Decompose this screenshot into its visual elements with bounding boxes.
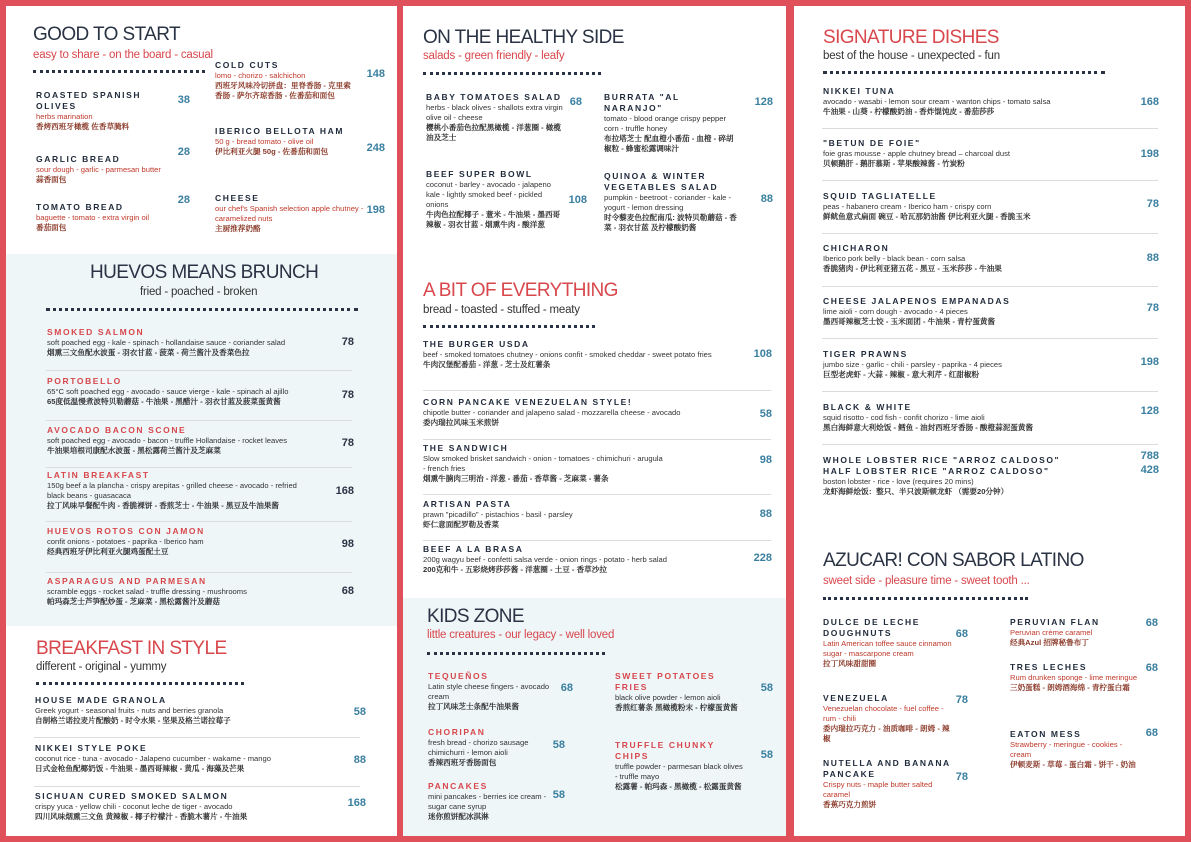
menu-item-chicharon: CHICHARON Iberico pork belly - black bean - corn salsa 香脆猪肉 - 伊比利亚猪五花 - 黑豆 - 玉米莎莎 - 牛油果 — [823, 243, 1002, 273]
menu-item-corn-pancake: CORN PANCAKE VENEZUELAN STYLE! chipotle butter - coriander and jalapeno salad - mozzarella cheese - avocado 委内瑞拉风味玉米煎饼 — [423, 397, 681, 427]
menu-item-lobster-rice: WHOLE LOBSTER RICE "ARROZ CALDOSO" HALF LOBSTER RICE "ARROZ CALDOSO" boston lobster - rice - love (requires 20 mins) 龙虾海鲜烩饭：整只、半只波斯顿龙虾 （需要20分钟） — [823, 455, 1061, 496]
price: 68 — [1145, 617, 1158, 629]
dotted-divider — [423, 72, 601, 75]
huevos-title: HUEVOS MEANS BRUNCH — [90, 262, 319, 283]
everything-subtitle: bread - toasted - stuffed - meaty — [423, 304, 580, 316]
menu-item-avocado-bacon-scone: AVOCADO BACON SCONE soft poached egg - avocado - bacon - truffle Hollandaise - rocket leaves 牛油果培根司康配水波蛋 - 黑松露荷兰酱汁及芝麻菜 — [47, 425, 288, 455]
price: 168 — [335, 485, 354, 497]
dotted-divider — [823, 71, 1105, 74]
menu-item-sandwich: THE SANDWICH Slow smoked brisket sandwich - onion - tomatoes - chimichuri - arugula - french fries 烟熏牛腩肉三明治 - 洋葱 - 番茄 - 香草酱 - 芝麻菜 - 薯条 — [423, 443, 663, 483]
signature-subtitle: best of the house - unexpected - fun — [823, 50, 1000, 62]
price: 168 — [347, 797, 366, 809]
dotted-divider — [33, 70, 205, 73]
menu-item-latin-breakfast: LATIN BREAKFAST 150g beef a la plancha - crispy arepitas - grilled cheese - avocado - refried black beans - guasacaca 拉丁风味早餐配牛肉 - 香脆裸饼 - 香煎芝士 - 牛油果 - 黑豆及牛油果酱 — [47, 470, 297, 510]
price: 58 — [759, 408, 772, 420]
price: 228 — [753, 552, 772, 564]
price: 68 — [1145, 727, 1158, 739]
price: 68 — [341, 585, 354, 597]
menu-item-empanadas: CHEESE JALAPENOS EMPANADAS lime aioli - corn dough - avocado - 4 pieces 墨西哥辣椒芝士饺 - 玉米面团 - 牛油果 - 青柠蛋黄酱 — [823, 296, 1011, 326]
good-to-start-title: GOOD TO START — [33, 24, 181, 45]
menu-item-black-white: BLACK & WHITE squid risotto - cod fish - confit chorizo - lime aioli 黑白海鲜意大利烩饭 - 鳕鱼 - 油封西班牙香肠 - 酸橙蒜泥蛋黄酱 — [823, 402, 1034, 432]
menu-item-burger: THE BURGER USDA beef - smoked tomatoes chutney - onions confit - smoked cheddar - sweet potato fries 牛肉汉堡配番茄 - 洋葱 - 芝士及红薯条 — [423, 339, 712, 369]
price: 198 — [1140, 148, 1159, 160]
menu-item-beef-brasa: BEEF A LA BRASA 200g wagyu beef - confetti salsa verde - onion rings - potato - herb salad 200克和牛 - 五彩烧烤莎莎酱 - 洋葱圈 - 土豆 - 香草沙拉 — [423, 544, 667, 574]
price: 88 — [1146, 252, 1159, 264]
huevos-subtitle: fried - poached - broken — [140, 286, 258, 298]
good-to-start-subtitle: easy to share - on the board - casual — [33, 49, 213, 61]
menu-item-asparagus: ASPARAGUS AND PARMESAN scramble eggs - rocket salad - truffle dressing - mushrooms 帕玛森芝士芦笋配炒蛋 - 芝麻菜 - 黑松露酱汁及蘑菇 — [47, 576, 247, 606]
price: 88 — [759, 508, 772, 520]
dotted-divider — [823, 597, 1028, 600]
menu-item-burrata: BURRATA "AL NARANJO" tomato - blood orange crispy pepper corn - truffle honey 布拉塔芝士 配血橙小番茄 - 血橙 - 碎胡椒粒 - 蜂蜜松露调味汁 — [604, 92, 734, 153]
breakfast-title: BREAKFAST IN STYLE — [36, 638, 227, 659]
everything-title: A BIT OF EVERYTHING — [423, 280, 618, 301]
kids-title: KIDS ZONE — [427, 606, 525, 627]
menu-item-nutella-pancake: NUTELLA AND BANANA PANCAKE Crispy nuts - maple butter salted caramel 香蕉巧克力煎饼 — [823, 758, 951, 809]
healthy-title: ON THE HEALTHY SIDE — [423, 27, 624, 48]
price-half: 428 — [1140, 464, 1159, 476]
price: 58 — [552, 789, 565, 801]
menu-item-tiger-prawns: TIGER PRAWNS jumbo size - garlic - chili - parsley - paprika - 4 pieces 巨型老虎虾 - 大蒜 - 辣椒 - 意大利芹 - 红甜椒粉 — [823, 349, 1002, 379]
menu-item-choripan: CHORIPAN fresh bread - chorizo sausage chimichurri - lemon aioli 香辣西班牙香肠面包 — [428, 727, 529, 767]
menu-item-sichuan-salmon: SICHUAN CURED SMOKED SALMON crispy yuca - yellow chili - coconut leche de tiger - avocado 四川风味烟熏三文鱼 黄辣椒 - 椰子柠檬汁 - 香脆木薯片 - 牛油果 — [35, 791, 248, 821]
menu-item-tomato-bread: TOMATO BREAD baguette - tomato - extra virgin oil 番茄面包 — [36, 202, 150, 232]
price: 78 — [955, 771, 968, 783]
price: 128 — [1140, 405, 1159, 417]
price: 78 — [341, 437, 354, 449]
menu-item-eaton-mess: EATON MESS Strawberry - meringue - cookies - cream 伊顿麦斯 - 草莓 - 蛋白霜 - 饼干 - 奶油 — [1010, 729, 1136, 769]
menu-item-tres-leches: TRES LECHES Rum drunken sponge - lime meringue 三奶蛋糕 - 朗姆酒海绵 - 青柠蛋白霜 — [1010, 662, 1138, 692]
menu-item-iberico-ham: IBERICO BELLOTA HAM 50 g - bread tomato - olive oil 伊比利亚火腿 50g - 佐番茄和面包 — [215, 126, 345, 156]
price: 78 — [1146, 302, 1159, 314]
price-whole: 788 — [1140, 450, 1159, 462]
menu-item-tequenos: TEQUEÑOS Latin style cheese fingers - avocado cream 拉丁风味芝士条配牛油果酱 — [428, 671, 550, 711]
menu-item-truffle-chips: TRUFFLE CHUNKY CHIPS truffle powder - parmesan black olives - truffle mayo 松露薯 - 帕玛森 - 黑橄榄 - 松露蛋黄酱 — [615, 740, 743, 791]
price: 78 — [341, 336, 354, 348]
menu-item-garlic-bread: GARLIC BREAD sour dough - garlic - parmesan butter 蒜香面包 — [36, 154, 161, 184]
menu-item-huevos-rotos: HUEVOS ROTOS CON JAMON confit onions - potatoes - paprika - Iberico ham 经典西班牙伊比利亚火腿鸡蛋配土豆 — [47, 526, 205, 556]
menu-item-nikkei-tuna: NIKKEI TUNA avocado - wasabi - lemon sour cream - wanton chips - tomato salsa 牛油果 - 山葵 - 柠檬酸奶油 - 香炸馄饨皮 - 番茄莎莎 — [823, 86, 1051, 116]
azucar-subtitle: sweet side - pleasure time - sweet tooth ... — [823, 575, 1030, 587]
price: 98 — [759, 454, 772, 466]
price: 88 — [760, 193, 773, 205]
price: 58 — [552, 739, 565, 751]
price: 58 — [760, 682, 773, 694]
menu-item-betun-de-foie: "BETUN DE FOIE" foie gras mousse - apple chutney bread – charcoal dust 贝顿鹅肝 - 鹅肝慕斯 - 苹果酸辣酱 - 竹炭粉 — [823, 138, 1010, 168]
price: 68 — [560, 682, 573, 694]
signature-title: SIGNATURE DISHES — [823, 27, 999, 48]
price: 28 — [177, 194, 190, 206]
price: 98 — [341, 538, 354, 550]
kids-subtitle: little creatures - our legacy - well loved — [427, 629, 615, 641]
menu-panel-left — [6, 6, 397, 836]
price: 168 — [1140, 96, 1159, 108]
price: 148 — [366, 68, 385, 80]
menu-panel-middle — [403, 6, 786, 836]
price: 78 — [341, 389, 354, 401]
menu-item-peruvian-flan: PERUVIAN FLAN Peruvian crème caramel 经典Azul 招牌秘鲁布丁 — [1010, 617, 1100, 647]
price: 128 — [754, 96, 773, 108]
price: 68 — [1145, 662, 1158, 674]
price: 198 — [366, 204, 385, 216]
menu-item-baby-tomatoes: BABY TOMATOES SALAD herbs - black olives - shallots extra virgin olive oil - cheese 樱桃小番茄色拉配黑橄榄 - 洋葱圈 - 橄榄油及芝士 — [426, 92, 563, 142]
menu-item-portobello: PORTOBELLO 65°C soft poached egg - avocado - sauce vierge - kale - spinach al ajillo 65度低温慢煮波特贝勒蘑菇 - 牛油果 - 黑醋汁 - 羽衣甘蓝及菠菜蛋黄酱 — [47, 376, 289, 406]
menu-item-artisan-pasta: ARTISAN PASTA prawn "picadillo" - pistachios - basil - parsley 虾仁意面配罗勒及香菜 — [423, 499, 573, 529]
price: 28 — [177, 146, 190, 158]
dotted-divider — [423, 325, 595, 328]
menu-item-quinoa: QUINOA & WINTER VEGETABLES SALAD pumpkin - beetroot - coriander - kale - yogurt - lemon dressing 时令藜麦色拉配南瓜: 波特贝勒蘑菇 - 香菜 - 羽衣甘蓝 及柠檬酸奶酱 — [604, 171, 737, 232]
price: 248 — [366, 142, 385, 154]
price: 108 — [568, 194, 587, 206]
price: 38 — [177, 94, 190, 106]
menu-item-doughnuts: DULCE DE LECHE DOUGHNUTS Latin American toffee sauce cinnamon sugar - mascarpone cream 拉丁风味甜甜圈 — [823, 617, 952, 668]
menu-item-smoked-salmon: SMOKED SALMON soft poached egg - kale - spinach - hollandaise sauce - coriander salad 烟熏三文鱼配水波蛋 - 羽衣甘蓝 - 菠菜 - 荷兰酱汁及香菜色拉 — [47, 327, 286, 357]
price: 78 — [1146, 198, 1159, 210]
menu-item-cold-cuts: COLD CUTS lomo - chorizo - salchichon 西班牙风味冷切拼盘：里脊香肠 - 克里索香肠 - 萨尔齐琼香肠 - 佐番茄和面包 — [215, 60, 351, 100]
azucar-title: AZUCAR! CON SABOR LATINO — [823, 550, 1084, 571]
price: 68 — [955, 628, 968, 640]
dotted-divider — [46, 308, 358, 311]
menu-item-beef-bowl: BEEF SUPER BOWL coconut - barley - avocado - jalapeno kale - lightly smoked beef - pickled onions 牛肉色拉配椰子 - 薏米 - 牛油果 - 墨西哥辣椒 - 羽衣甘蓝 - 烟熏牛肉 - 酸洋葱 — [426, 169, 561, 229]
dotted-divider — [427, 652, 605, 655]
dotted-divider — [36, 682, 244, 685]
price: 108 — [753, 348, 772, 360]
price: 198 — [1140, 356, 1159, 368]
menu-item-granola: HOUSE MADE GRANOLA Greek yogurt - seasonal fruits - nuts and berries granola 自制格兰诺拉麦片配酸奶 - 时令水果 - 坚果及格兰诺拉莓子 — [35, 695, 231, 725]
menu-item-squid-tagliatelle: SQUID TAGLIATELLE peas - habanero cream - Iberico ham - crispy corn 鲜鱿鱼意式扁面 碗豆 - 哈瓦那奶油酱 伊比利亚火腿 - 香脆玉米 — [823, 191, 1031, 221]
price: 68 — [569, 96, 582, 108]
menu-panel-right — [794, 6, 1185, 836]
menu-item-nikkei-poke: NIKKEI STYLE POKE coconut rice - tuna - avocado - Jalapeno cucumber - wakame - mango 日式金枪鱼配椰奶饭 - 牛油果 - 墨西哥辣椒 - 黄瓜 - 海藻及芒果 — [35, 743, 271, 773]
menu-item-pancakes: PANCAKES mini pancakes - berries ice cream - sugar cane syrup 迷你煎饼配冰淇淋 — [428, 781, 547, 821]
menu-item-olives: ROASTED SPANISH OLIVES herbs marination 香烤西班牙橄榄 佐香草腌料 — [36, 90, 142, 131]
price: 88 — [353, 754, 366, 766]
healthy-subtitle: salads - green friendly - leafy — [423, 50, 565, 62]
menu-item-venezuela: VENEZUELA Venezuelan chocolate - fuel coffee - rum - chili 委内瑞拉巧克力 - 油质咖啡 - 朗姆 - 辣椒 — [823, 693, 950, 743]
menu-item-sweet-potato-fries: SWEET POTATOES FRIES black olive powder - lemon aioli 香煎红薯条 黑橄榄粉末 - 柠檬蛋黄酱 — [615, 671, 738, 712]
price: 58 — [353, 706, 366, 718]
menu-item-cheese: CHEESE our chef's Spanish selection apple chutney - caramelized nuts 主厨推荐奶酪 — [215, 193, 364, 233]
price: 58 — [760, 749, 773, 761]
breakfast-subtitle: different - original - yummy — [36, 661, 167, 673]
price: 78 — [955, 694, 968, 706]
